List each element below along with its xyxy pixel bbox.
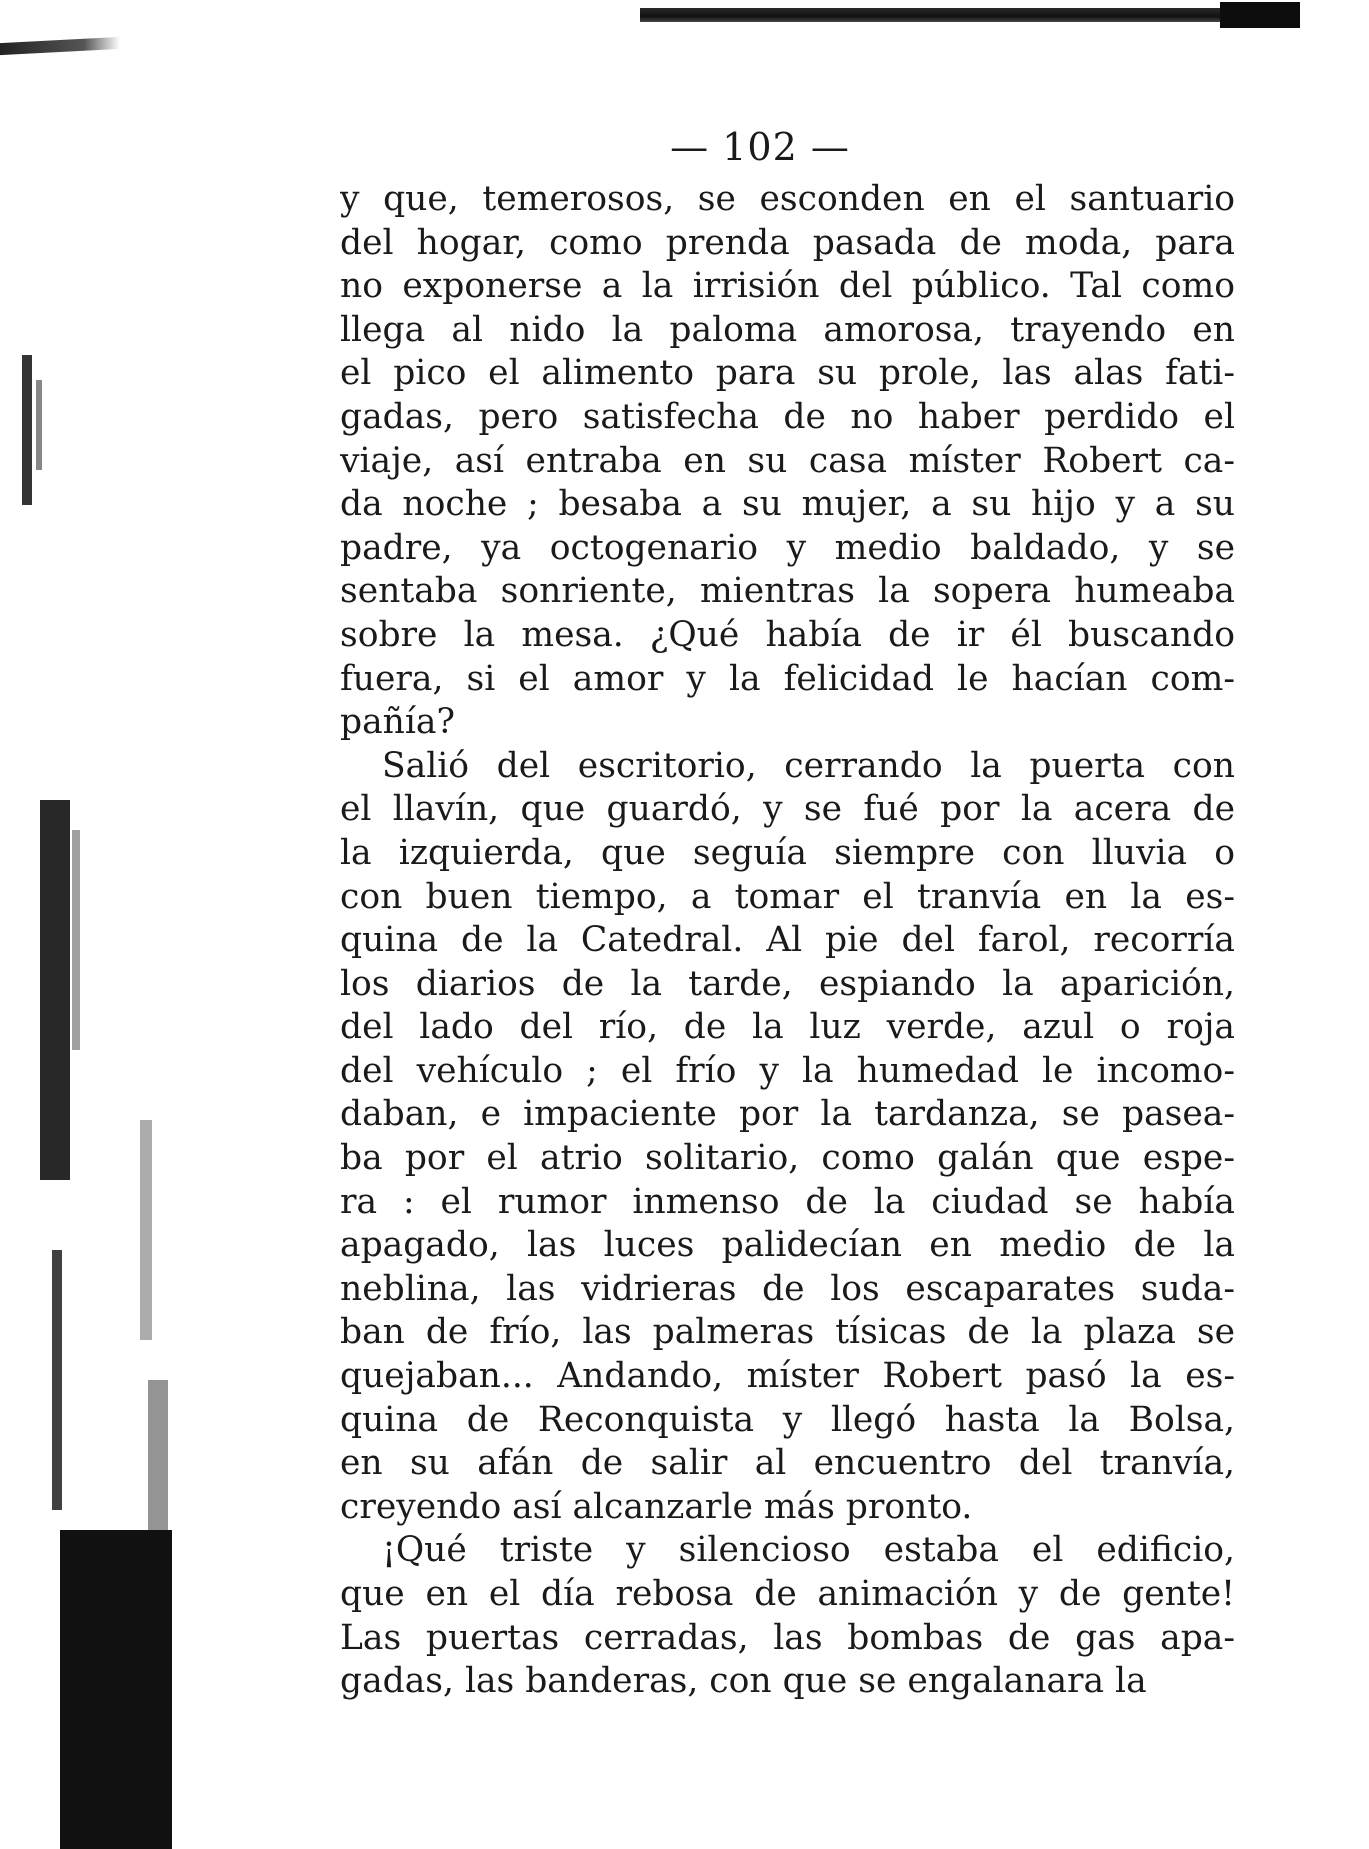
text-line: gadas, pero satisfecha de no haber perdido el — [340, 396, 1235, 437]
text-line: pañía? — [340, 702, 455, 743]
text-line: gadas, las banderas, con que se engalanara la — [340, 1661, 1147, 1702]
binding-shadow — [36, 380, 42, 470]
text-line: ban de frío, las palmeras tísicas de la plaza se — [340, 1312, 1235, 1353]
page-number: — 102 — — [670, 125, 850, 169]
text-line: el llavín, que guardó, y se fué por la acera de — [340, 789, 1235, 830]
text-line: con buen tiempo, a tomar el tranvía en la es- — [340, 876, 1235, 917]
text-line: ba por el atrio solitario, como galán que espe- — [340, 1138, 1235, 1179]
text-line: del lado del río, de la luz verde, azul o roja — [340, 1007, 1235, 1048]
text-line: creyendo así alcanzarle más pronto. — [340, 1486, 973, 1527]
text-line: ra : el rumor inmenso de la ciudad se había — [340, 1181, 1235, 1222]
text-line: los diarios de la tarde, espiando la aparición, — [340, 963, 1235, 1004]
text-line: daban, e impaciente por la tardanza, se pasea- — [340, 1094, 1235, 1135]
binding-shadow — [72, 830, 80, 1050]
text-line: quejaban... Andando, míster Robert pasó la es- — [340, 1356, 1235, 1397]
text-line: el pico el alimento para su prole, las alas fati- — [340, 353, 1235, 394]
text-line: Salió del escritorio, cerrando la puerta con — [382, 745, 1235, 786]
text-line: neblina, las vidrieras de los escaparates suda- — [340, 1268, 1235, 1309]
text-line: llega al nido la paloma amorosa, trayendo en — [340, 309, 1235, 350]
scan-top-rule — [640, 8, 1300, 22]
text-line: quina de Reconquista y llegó hasta la Bolsa, — [340, 1399, 1235, 1440]
text-line: da noche ; besaba a su mujer, a su hijo y a su — [340, 484, 1235, 525]
text-line: la izquierda, que seguía siempre con lluvia o — [340, 832, 1235, 873]
binding-shadow — [40, 800, 70, 1180]
body-text — [340, 178, 1235, 1704]
text-line: sobre la mesa. ¿Qué había de ir él buscando — [340, 614, 1235, 655]
text-line: y que, temerosos, se esconden en el santuario — [340, 179, 1235, 219]
text-line: del hogar, como prenda pasada de moda, para — [340, 222, 1235, 263]
text-line: en su afán de salir al encuentro del tranvía, — [340, 1443, 1235, 1484]
text-line: sentaba sonriente, mientras la sopera humeaba — [340, 571, 1235, 612]
text-line: ¡Qué triste y silencioso estaba el edificio, — [382, 1530, 1235, 1571]
binding-shadow — [22, 355, 32, 505]
scan-corner-mark — [0, 37, 120, 55]
text-line: del vehículo ; el frío y la humedad le incomo- — [340, 1050, 1235, 1091]
binding-shadow — [140, 1120, 152, 1340]
text-line: que en el día rebosa de animación y de gente! — [340, 1574, 1235, 1614]
text-line: viaje, así entraba en su casa míster Robert ca- — [340, 440, 1235, 481]
text-line: quina de la Catedral. Al pie del farol, recorría — [340, 920, 1235, 961]
text-line: Las puertas cerradas, las bombas de gas apa- — [340, 1617, 1235, 1658]
binding-shadow — [60, 1530, 172, 1849]
text-line: padre, ya octogenario y medio baldado, y se — [340, 527, 1235, 568]
text-line: no exponerse a la irrisión del público. Tal como — [340, 266, 1235, 307]
text-line: apagado, las luces palidecían en medio de la — [340, 1225, 1235, 1266]
text-line: fuera, si el amor y la felicidad le hacían com- — [340, 658, 1235, 699]
binding-shadow — [52, 1250, 62, 1510]
